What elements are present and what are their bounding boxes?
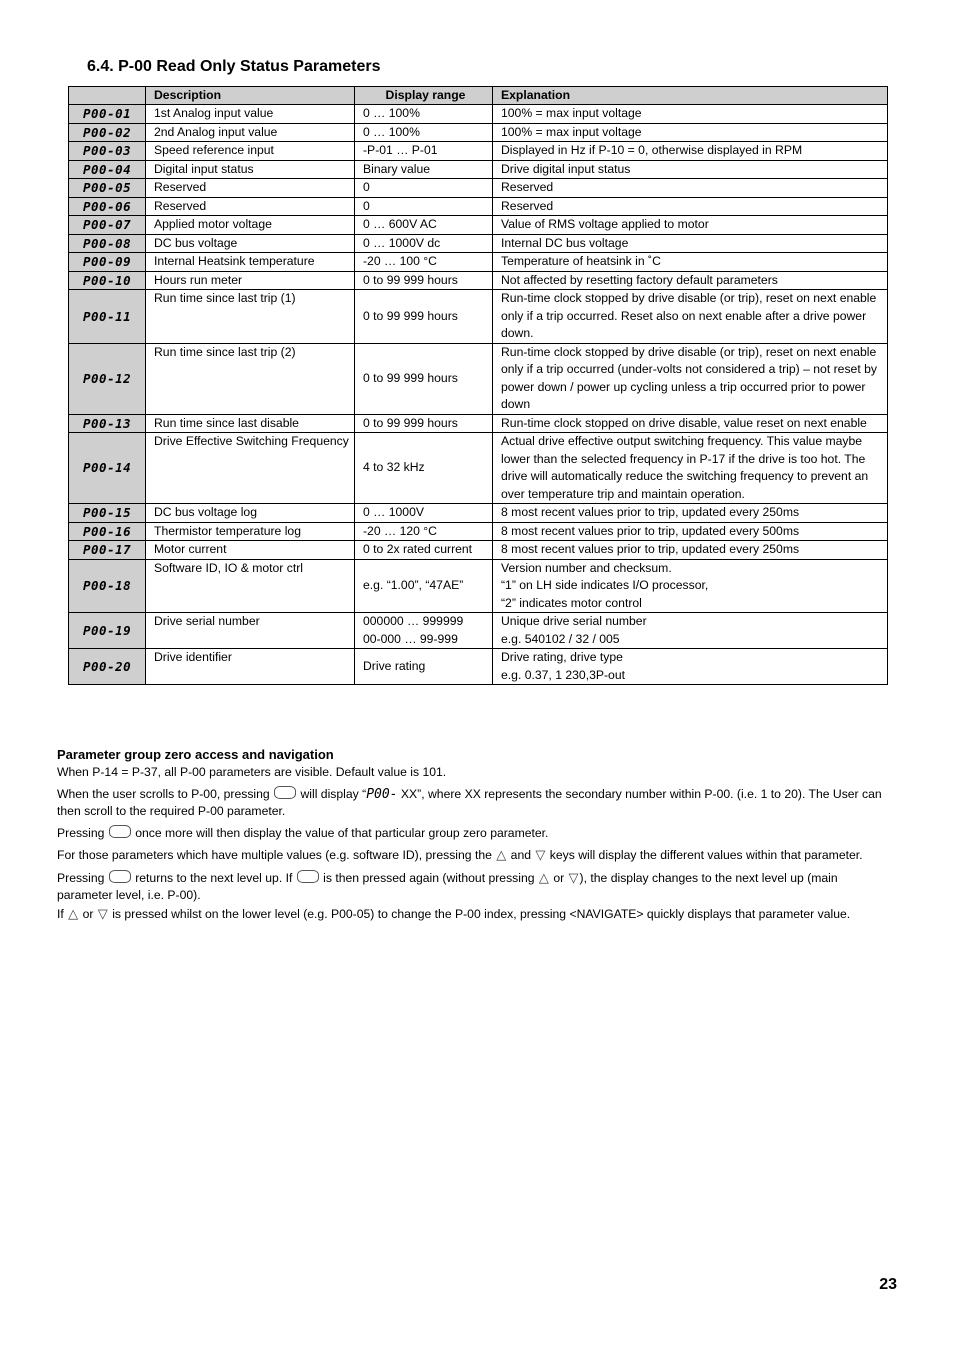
parameter-code: P00-02 — [69, 123, 146, 142]
parameter-explanation: Run-time clock stopped by drive disable (or trip), reset on next enable only if a trip occurred (under-volts not considered a trip) – not reset by power down / power up cycling unless a trip occurred prior to power down — [493, 343, 888, 414]
parameter-description: Motor current — [146, 541, 355, 560]
notes-text: If — [57, 906, 64, 921]
parameter-explanation: 100% = max input voltage — [493, 123, 888, 142]
parameter-code: P00-19 — [69, 613, 146, 649]
parameter-range: 0 … 1000V — [355, 504, 493, 523]
table-row — [69, 142, 888, 161]
parameter-explanation: Temperature of heatsink in ˚C — [493, 253, 888, 272]
up-arrow-key-icon: △ — [538, 869, 549, 885]
parameter-description: Reserved — [146, 197, 355, 216]
parameter-range: 0 … 1000V dc — [355, 234, 493, 253]
table-row — [69, 105, 888, 124]
notes-text: Pressing — [57, 825, 105, 840]
parameter-explanation: Reserved — [493, 197, 888, 216]
parameter-explanation: 8 most recent values prior to trip, updated every 250ms — [493, 541, 888, 560]
parameter-explanation: Displayed in Hz if P-10 = 0, otherwise displayed in RPM — [493, 142, 888, 161]
display-xx: XX — [397, 786, 418, 801]
parameter-description: Run time since last trip (1) — [146, 290, 355, 344]
parameter-range: 0 to 99 999 hours — [355, 343, 493, 414]
parameter-description: Digital input status — [146, 160, 355, 179]
parameter-range: 0 … 100% — [355, 105, 493, 124]
parameter-code: P00-13 — [69, 414, 146, 433]
parameter-range: 0 — [355, 179, 493, 198]
table-row — [69, 160, 888, 179]
page-number: 23 — [879, 1276, 897, 1293]
parameter-code: P00-15 — [69, 504, 146, 523]
down-arrow-key-icon: ▽ — [568, 869, 579, 885]
table-row — [69, 414, 888, 433]
table-row — [69, 541, 888, 560]
parameter-code: P00-09 — [69, 253, 146, 272]
parameter-explanation: Drive rating, drive type e.g. 0.37, 1 230,3P-out — [493, 649, 888, 685]
parameter-code: P00-12 — [69, 343, 146, 414]
table-row — [69, 343, 888, 414]
notes-text: is then pressed again (without pressing — [323, 870, 535, 885]
table-row — [69, 613, 888, 649]
parameter-code: P00-05 — [69, 179, 146, 198]
parameter-description: Run time since last disable — [146, 414, 355, 433]
notes-text: ”, where — [417, 786, 462, 801]
table-row — [69, 179, 888, 198]
parameter-code: P00-06 — [69, 197, 146, 216]
down-arrow-key-icon: ▽ — [97, 905, 108, 921]
parameter-range: -P-01 … P-01 — [355, 142, 493, 161]
parameter-explanation: Run-time clock stopped on drive disable, value reset on next enable — [493, 414, 888, 433]
notes-text: once more will then display the value of that particular group zero parameter. — [135, 825, 549, 840]
notes-heading: Parameter group zero access and navigation — [57, 747, 334, 762]
navigate-key-icon — [109, 870, 131, 883]
up-arrow-key-icon: △ — [496, 847, 507, 862]
header-explanation: Explanation — [493, 87, 888, 105]
parameter-code: P00-01 — [69, 105, 146, 124]
header-code — [69, 87, 146, 105]
notes-text: or — [82, 906, 94, 921]
parameter-description: Speed reference input — [146, 142, 355, 161]
display-xx: XX — [464, 786, 481, 801]
parameter-explanation: Reserved — [493, 179, 888, 198]
notes-text: and — [510, 848, 532, 862]
table-row — [69, 504, 888, 523]
table-row — [69, 522, 888, 541]
parameter-range: 0 — [355, 197, 493, 216]
table-row — [69, 197, 888, 216]
parameter-range: e.g. “1.00”, “47AE” — [355, 559, 493, 613]
parameter-table — [68, 86, 888, 685]
table-header-row — [69, 87, 888, 105]
navigation-notes — [57, 746, 887, 927]
parameter-description: DC bus voltage — [146, 234, 355, 253]
display-code: P00- — [366, 786, 398, 802]
parameter-code: P00-18 — [69, 559, 146, 613]
parameter-range: 0 … 100% — [355, 123, 493, 142]
parameter-code: P00-10 — [69, 271, 146, 290]
notes-paragraph-6 — [57, 905, 887, 924]
parameter-code: P00-14 — [69, 433, 146, 504]
parameter-range: -20 … 100 °C — [355, 253, 493, 272]
parameter-explanation: 8 most recent values prior to trip, updated every 250ms — [493, 504, 888, 523]
notes-text: returns to the next level up. If — [135, 870, 293, 885]
table-row — [69, 216, 888, 235]
parameter-explanation: 8 most recent values prior to trip, updated every 500ms — [493, 522, 888, 541]
parameter-range: -20 … 120 °C — [355, 522, 493, 541]
header-range: Display range — [355, 87, 493, 105]
notes-text: or — [553, 870, 565, 885]
parameter-description: DC bus voltage log — [146, 504, 355, 523]
down-arrow-key-icon: ▽ — [535, 847, 546, 862]
navigate-key-icon — [297, 870, 319, 883]
table-row — [69, 649, 888, 685]
notes-paragraph-3 — [57, 825, 887, 843]
notes-text: When the user scrolls to P-00, pressing — [57, 786, 270, 801]
table-row — [69, 234, 888, 253]
parameter-description: Drive serial number — [146, 613, 355, 649]
notes-paragraph-1: When P-14 = P-37, all P-00 parameters are visible. Default value is 101. — [57, 765, 447, 779]
notes-text: will display “ — [300, 786, 367, 801]
parameter-explanation: Actual drive effective output switching frequency. This value maybe lower than the selected frequency in P-17 if the drive is too hot. The drive will automatically reduce the switching frequency to prevent an over temperature trip and maintain operation. — [493, 433, 888, 504]
parameter-explanation: Value of RMS voltage applied to motor — [493, 216, 888, 235]
parameter-explanation: Unique drive serial number e.g. 540102 / 32 / 005 — [493, 613, 888, 649]
parameter-code: P00-07 — [69, 216, 146, 235]
navigate-key-icon — [274, 786, 296, 799]
parameter-explanation: Not affected by resetting factory default parameters — [493, 271, 888, 290]
parameter-code: P00-08 — [69, 234, 146, 253]
parameter-range: 0 to 99 999 hours — [355, 271, 493, 290]
up-arrow-key-icon: △ — [68, 905, 79, 921]
parameter-description: Reserved — [146, 179, 355, 198]
parameter-code: P00-20 — [69, 649, 146, 685]
parameter-range: 4 to 32 kHz — [355, 433, 493, 504]
parameter-code: P00-11 — [69, 290, 146, 344]
parameter-description: Software ID, IO & motor ctrl — [146, 559, 355, 613]
table-row — [69, 559, 888, 613]
table-body — [69, 105, 888, 685]
parameter-code: P00-03 — [69, 142, 146, 161]
parameter-explanation: Version number and checksum. “1” on LH side indicates I/O processor, “2” indicates motor control — [493, 559, 888, 613]
parameter-code: P00-16 — [69, 522, 146, 541]
navigate-key-icon — [109, 825, 131, 838]
notes-text: represents the secondary number within P-00. (i.e. 1 to 20). The User can then scroll to the required P-00 parameter. — [57, 786, 882, 818]
parameter-description: Applied motor voltage — [146, 216, 355, 235]
notes-paragraph-2 — [57, 786, 887, 821]
notes-text: is pressed whilst on the lower level (e.g. P00-05) to change the P-00 index, pressing <NAVIGATE> quickly displays that parameter value. — [112, 906, 851, 921]
table-row — [69, 123, 888, 142]
parameter-range: Binary value — [355, 160, 493, 179]
header-description: Description — [146, 87, 355, 105]
notes-text: ), the display changes to the next level up (main parameter level, i.e. P-00). — [57, 870, 838, 902]
table-row — [69, 290, 888, 344]
notes-paragraph-5 — [57, 869, 887, 905]
parameter-range: Drive rating — [355, 649, 493, 685]
table-row — [69, 253, 888, 272]
parameter-explanation: Run-time clock stopped by drive disable (or trip), reset on next enable only if a trip occurred. Reset also on next enable after a drive power down. — [493, 290, 888, 344]
parameter-description: Drive Effective Switching Frequency — [146, 433, 355, 504]
parameter-description: Hours run meter — [146, 271, 355, 290]
parameter-explanation: Drive digital input status — [493, 160, 888, 179]
notes-text: For those parameters which have multiple values (e.g. software ID), pressing the — [57, 848, 492, 862]
table-row — [69, 433, 888, 504]
parameter-range: 0 to 99 999 hours — [355, 414, 493, 433]
parameter-code: P00-17 — [69, 541, 146, 560]
parameter-range: 0 … 600V AC — [355, 216, 493, 235]
notes-text: keys will display the different values within that parameter. — [549, 848, 863, 862]
parameter-description: 2nd Analog input value — [146, 123, 355, 142]
parameter-range: 0 to 99 999 hours — [355, 290, 493, 344]
parameter-range: 0 to 2x rated current — [355, 541, 493, 560]
parameter-explanation: 100% = max input voltage — [493, 105, 888, 124]
parameter-description: Drive identifier — [146, 649, 355, 685]
table-row — [69, 271, 888, 290]
parameter-description: Run time since last trip (2) — [146, 343, 355, 414]
parameter-description: Thermistor temperature log — [146, 522, 355, 541]
parameter-explanation: Internal DC bus voltage — [493, 234, 888, 253]
parameter-description: 1st Analog input value — [146, 105, 355, 124]
section-title: 6.4. P-00 Read Only Status Parameters — [87, 58, 381, 75]
parameter-description: Internal Heatsink temperature — [146, 253, 355, 272]
notes-paragraph-4 — [57, 846, 887, 865]
parameter-code: P00-04 — [69, 160, 146, 179]
parameter-range: 000000 … 999999 00-000 … 99-999 — [355, 613, 493, 649]
notes-text: Pressing — [57, 870, 105, 885]
